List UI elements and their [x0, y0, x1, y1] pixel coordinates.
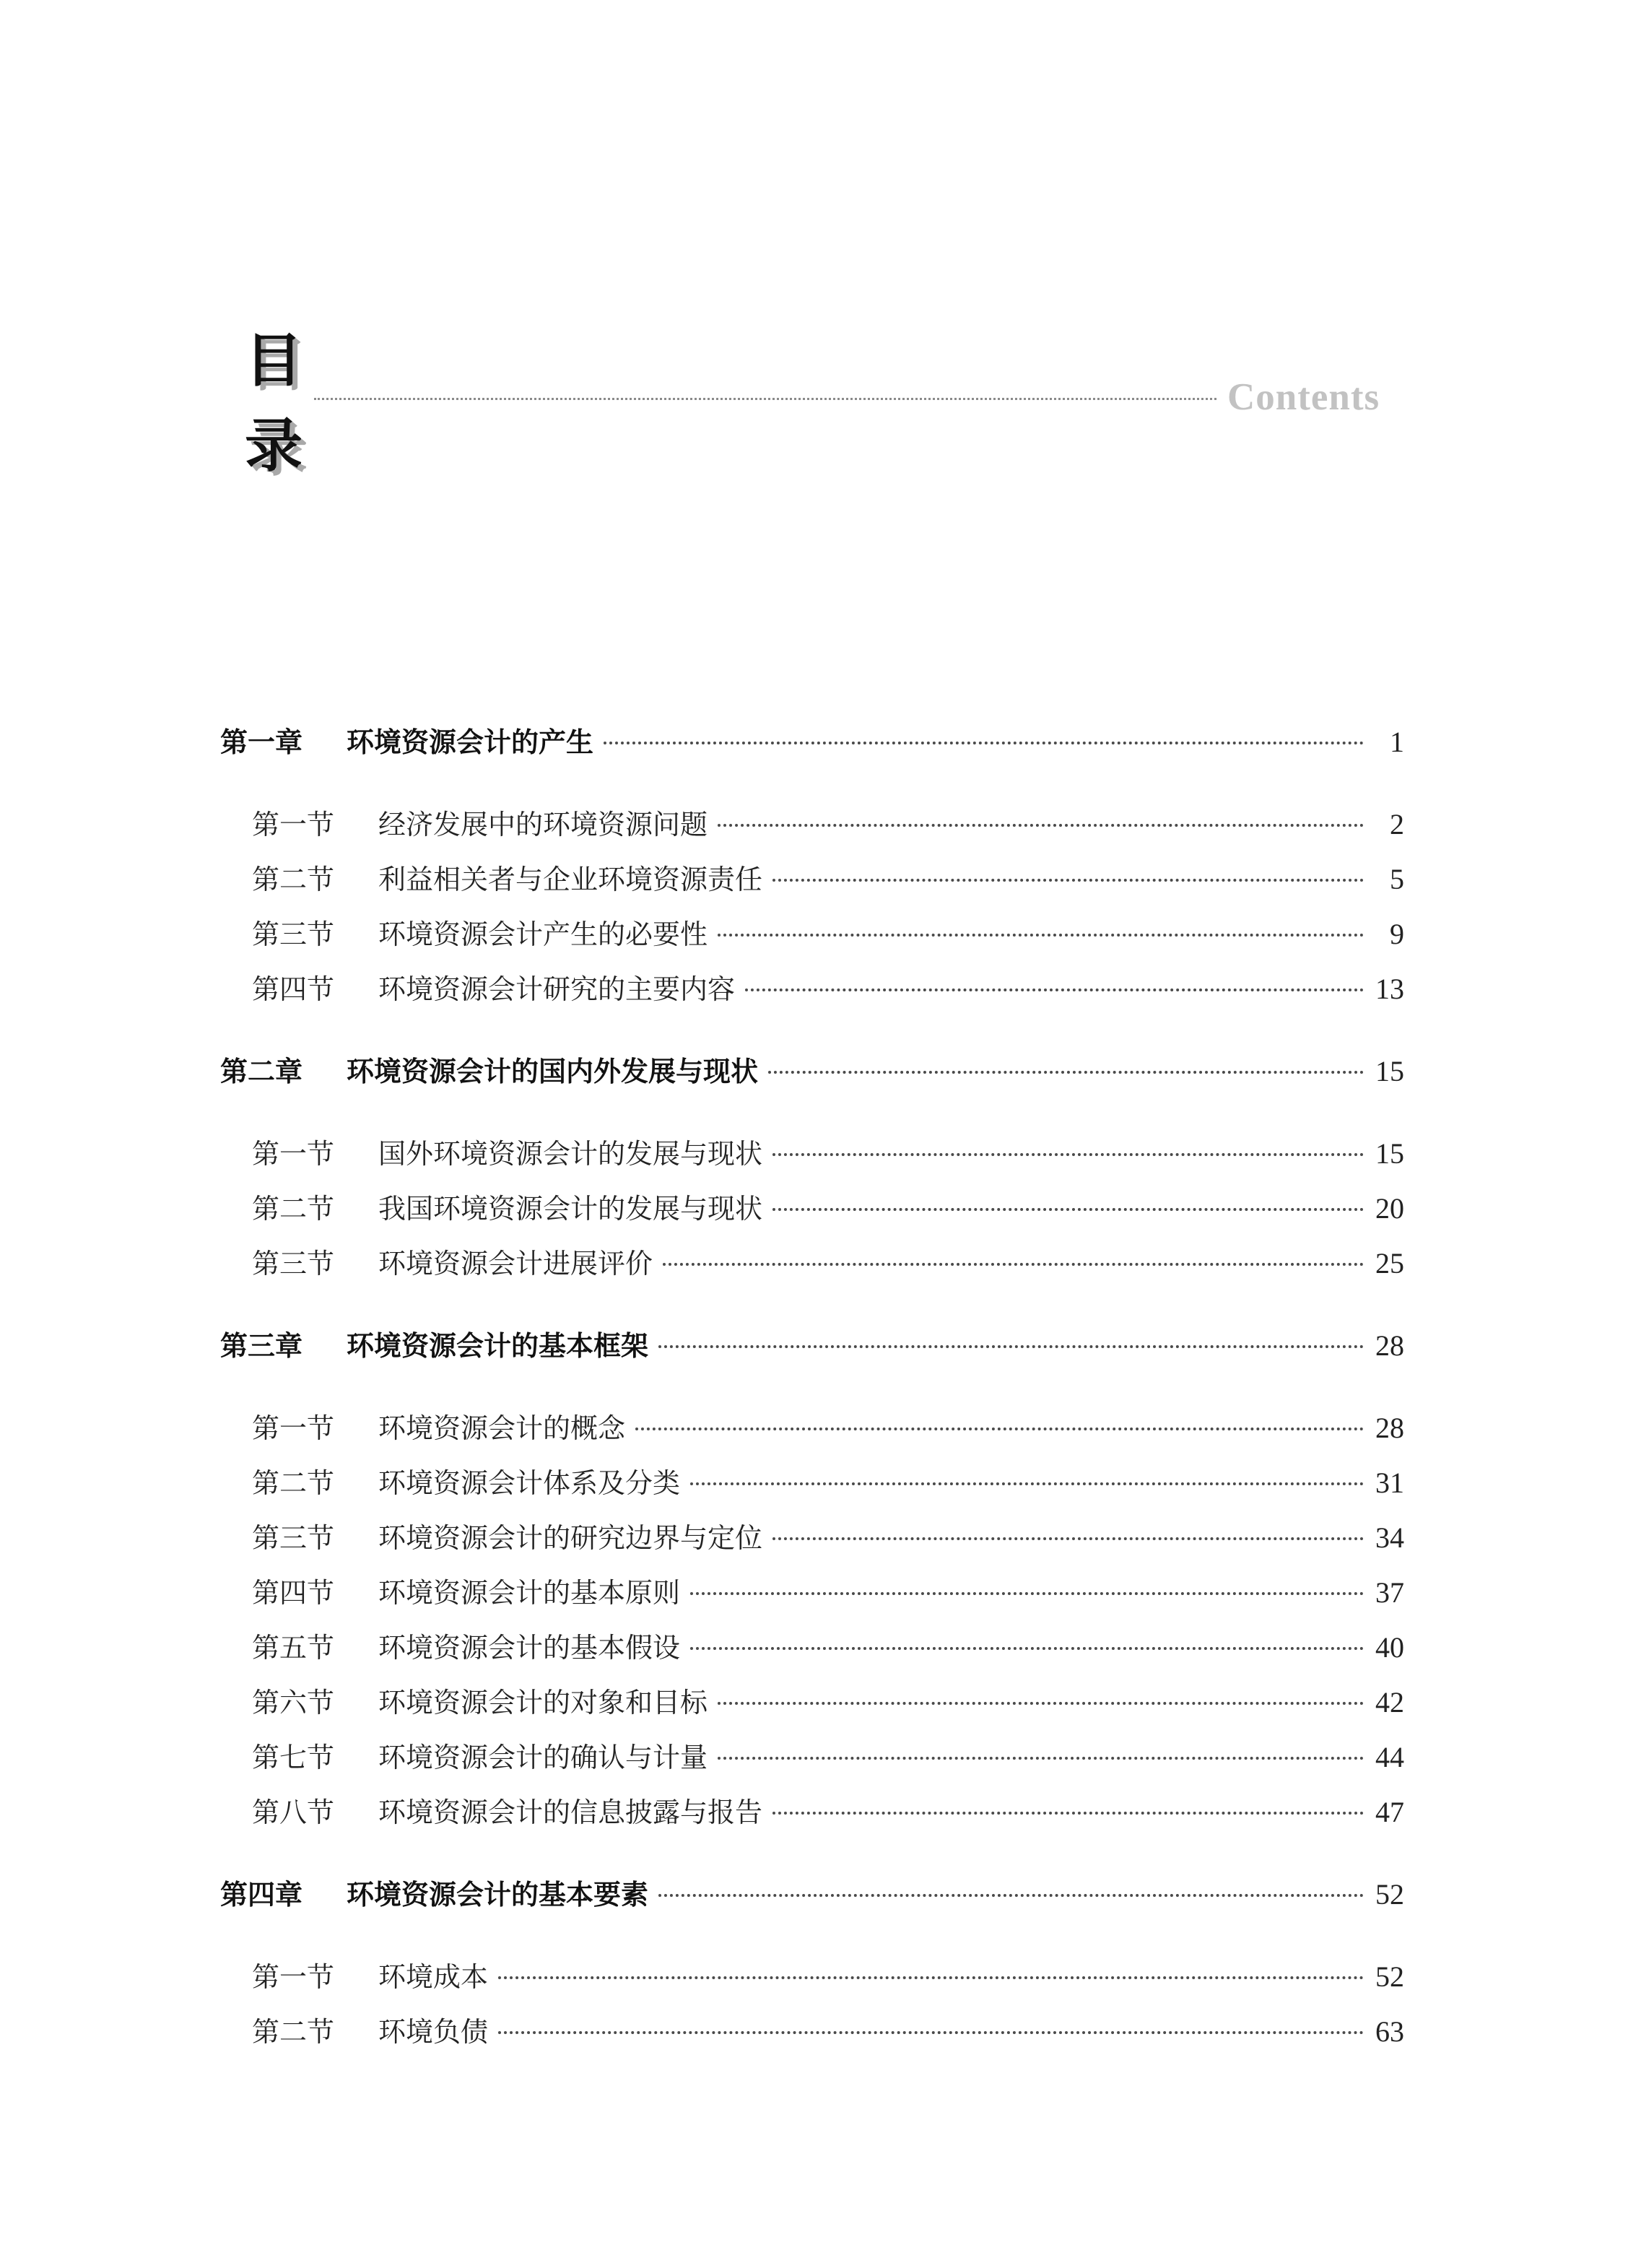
toc-chapter-entry[interactable] — [220, 1867, 1404, 1922]
toc-header — [0, 0, 1628, 505]
page-number: 63 — [1375, 2015, 1404, 2048]
dot-leader — [658, 1345, 1364, 1348]
toc-section-entry[interactable] — [220, 1675, 1404, 1730]
section-title: 环境资源会计产生的必要性 — [378, 918, 708, 950]
dot-leader — [604, 742, 1364, 744]
toc-section-entry[interactable] — [220, 1511, 1404, 1565]
toc-heading — [242, 326, 314, 481]
page-number: 9 — [1390, 918, 1404, 950]
dot-leader — [772, 1537, 1364, 1540]
dot-leader — [498, 1976, 1364, 1979]
section-number: 第四节 — [252, 1577, 335, 1609]
section-title: 环境资源会计的概念 — [378, 1412, 626, 1444]
toc-section-entry[interactable] — [220, 797, 1404, 852]
dot-leader — [690, 1647, 1364, 1650]
dot-leader — [772, 879, 1364, 882]
page-number: 52 — [1375, 1878, 1404, 1911]
page-number: 31 — [1375, 1467, 1404, 1499]
heading-char-lu: 录 — [245, 412, 302, 479]
dot-leader — [498, 2031, 1364, 2034]
page-number: 2 — [1390, 808, 1404, 840]
page-number: 15 — [1375, 1055, 1404, 1087]
section-title: 环境资源会计的对象和目标 — [378, 1687, 708, 1719]
section-number: 第二节 — [252, 1467, 335, 1499]
section-title: 环境资源会计研究的主要内容 — [378, 973, 736, 1005]
section-title: 环境资源会计的信息披露与报告 — [378, 1796, 763, 1828]
dot-leader — [663, 1263, 1364, 1266]
toc-section-entry[interactable] — [220, 1456, 1404, 1511]
section-title: 环境资源会计的基本原则 — [378, 1577, 681, 1609]
section-title: 环境资源会计的确认与计量 — [378, 1742, 708, 1773]
section-title: 环境资源会计的研究边界与定位 — [378, 1522, 763, 1554]
section-title: 利益相关者与企业环境资源责任 — [378, 864, 763, 895]
section-title: 经济发展中的环境资源问题 — [378, 809, 708, 840]
section-title: 环境资源会计体系及分类 — [378, 1467, 681, 1499]
toc-section-entry[interactable] — [220, 1730, 1404, 1785]
dot-leader — [768, 1071, 1364, 1074]
toc-section-entry[interactable] — [220, 1236, 1404, 1291]
section-number: 第二节 — [252, 1193, 335, 1225]
toc-section-entry[interactable] — [220, 1785, 1404, 1840]
page-number: 34 — [1375, 1521, 1404, 1554]
page-number: 25 — [1375, 1247, 1404, 1279]
page-number: 28 — [1375, 1412, 1404, 1444]
toc-section-entry[interactable] — [220, 1401, 1404, 1456]
section-number: 第二节 — [252, 864, 335, 895]
header-dotted-rule — [314, 398, 1216, 400]
dot-leader — [690, 1592, 1364, 1595]
toc-section-entry[interactable] — [220, 1181, 1404, 1236]
dot-leader — [772, 1812, 1364, 1815]
page-number: 47 — [1375, 1796, 1404, 1828]
dot-leader — [635, 1428, 1364, 1430]
section-number: 第三节 — [252, 1248, 335, 1279]
page-number: 44 — [1375, 1741, 1404, 1773]
page-number: 1 — [1390, 726, 1404, 758]
section-number: 第七节 — [252, 1742, 335, 1773]
dot-leader — [772, 1208, 1364, 1211]
section-number: 第一节 — [252, 1961, 335, 1993]
chapter-title: 环境资源会计的基本要素 — [347, 1879, 649, 1911]
page-number: 20 — [1375, 1192, 1404, 1225]
toc-section-entry[interactable] — [220, 1126, 1404, 1181]
section-number: 第四节 — [252, 973, 335, 1005]
chapter-number: 第二章 — [220, 1056, 303, 1087]
section-number: 第一节 — [252, 1138, 335, 1170]
toc-section-entry[interactable] — [220, 962, 1404, 1017]
section-title: 环境负债 — [378, 2016, 489, 2048]
contents-label: Contents — [1227, 376, 1380, 418]
toc-list — [220, 715, 1404, 2059]
dot-leader — [690, 1482, 1364, 1485]
page-number: 15 — [1375, 1137, 1404, 1170]
toc-chapter-entry[interactable] — [220, 715, 1404, 770]
toc-section-entry[interactable] — [220, 1620, 1404, 1675]
page-number: 28 — [1375, 1329, 1404, 1362]
section-number: 第二节 — [252, 2016, 335, 2048]
page-number: 37 — [1375, 1576, 1404, 1609]
section-number: 第三节 — [252, 1522, 335, 1554]
dot-leader — [745, 989, 1364, 991]
chapter-title: 环境资源会计的产生 — [347, 726, 594, 758]
dot-leader — [718, 824, 1364, 827]
section-title: 环境资源会计进展评价 — [378, 1248, 653, 1279]
dot-leader — [718, 1757, 1364, 1760]
section-number: 第三节 — [252, 918, 335, 950]
chapter-number: 第四章 — [220, 1879, 303, 1911]
section-title: 环境成本 — [378, 1961, 489, 1993]
toc-section-entry[interactable] — [220, 2004, 1404, 2059]
section-number: 第六节 — [252, 1687, 335, 1719]
section-title: 我国环境资源会计的发展与现状 — [378, 1193, 763, 1225]
heading-char-mu: 目 — [245, 327, 302, 394]
section-title: 环境资源会计的基本假设 — [378, 1632, 681, 1664]
section-number: 第一节 — [252, 1412, 335, 1444]
toc-section-entry[interactable] — [220, 852, 1404, 907]
page-number: 40 — [1375, 1631, 1404, 1664]
dot-leader — [772, 1153, 1364, 1156]
toc-section-entry[interactable] — [220, 907, 1404, 962]
page-number: 52 — [1375, 1960, 1404, 1993]
section-number: 第八节 — [252, 1796, 335, 1828]
page-number: 13 — [1375, 973, 1404, 1005]
section-title: 国外环境资源会计的发展与现状 — [378, 1138, 763, 1170]
chapter-title: 环境资源会计的国内外发展与现状 — [347, 1056, 759, 1087]
toc-section-entry[interactable] — [220, 1565, 1404, 1620]
page-number: 5 — [1390, 863, 1404, 895]
page-number: 42 — [1375, 1686, 1404, 1719]
toc-chapter-entry[interactable] — [220, 1044, 1404, 1099]
toc-chapter-entry[interactable] — [220, 1318, 1404, 1373]
chapter-number: 第一章 — [220, 726, 303, 758]
chapter-title: 环境资源会计的基本框架 — [347, 1330, 649, 1362]
chapter-number: 第三章 — [220, 1330, 303, 1362]
dot-leader — [718, 1702, 1364, 1705]
dot-leader — [658, 1894, 1364, 1897]
section-number: 第一节 — [252, 809, 335, 840]
toc-section-entry[interactable] — [220, 1950, 1404, 2004]
section-number: 第五节 — [252, 1632, 335, 1664]
dot-leader — [718, 934, 1364, 937]
